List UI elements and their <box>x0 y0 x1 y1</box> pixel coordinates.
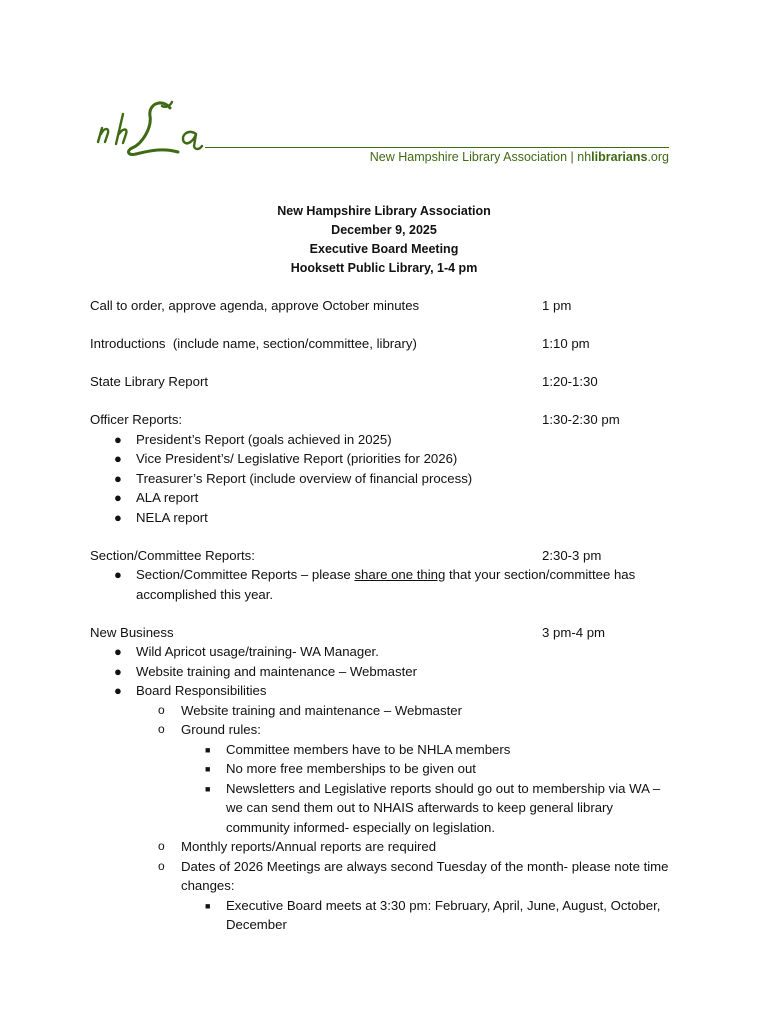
section-reports-list <box>90 565 690 604</box>
agenda-time: 1:30-2:30 pm <box>542 412 620 427</box>
list-item: ● Wild Apricot usage/training- WA Manager. <box>90 642 690 662</box>
square-bullet-icon: ■ <box>205 744 211 755</box>
square-bullet-icon: ■ <box>205 764 211 774</box>
list-item: ■ Newsletters and Legislative reports should go out to membership via WA – we can send them out to NHAIS afterwards to keep general library community informed- especially on legislation. <box>205 780 661 835</box>
agenda-time: 2:30-3 pm <box>542 547 602 563</box>
letterhead-rule <box>205 147 669 148</box>
list-item: ● President’s Report (goals achieved in 2025) <box>90 430 690 450</box>
bullet-icon: ● <box>114 470 122 486</box>
meeting-location: Hooksett Public Library, 1-4 pm <box>290 261 478 275</box>
ground-rules-list <box>90 740 690 838</box>
meeting-dates-list <box>90 896 690 935</box>
letterhead-tagline: New Hampshire Library Association | nhlibrarians.org <box>369 150 669 164</box>
list-item: ● Board Responsibilities <box>90 681 690 701</box>
bullet-icon: ● <box>114 431 122 447</box>
list-item: ● Section/Committee Reports – please share one thing that your section/committee has accomplished this year. <box>114 567 636 602</box>
agenda-item-section-reports: Section/Committee Reports: 2:30-3 pm <box>90 546 690 566</box>
nhla-logo-icon <box>92 98 210 164</box>
new-business-list <box>90 642 690 701</box>
list-item: o Monthly reports/Annual reports are required <box>90 837 690 857</box>
bullet-icon: ● <box>114 567 122 582</box>
square-bullet-icon: ■ <box>205 783 211 794</box>
list-item: ● Vice President’s/ Legislative Report (priorities for 2026) <box>90 449 690 469</box>
circle-bullet-icon: o <box>158 722 165 736</box>
meeting-title-block <box>0 202 768 278</box>
board-responsibilities-list-cont <box>90 837 690 896</box>
agenda-time: 1:10 pm <box>542 336 590 351</box>
circle-bullet-icon: o <box>158 839 165 853</box>
bullet-icon: ● <box>114 451 122 466</box>
org-name: New Hampshire Library Association <box>277 204 491 218</box>
bullet-icon: ● <box>114 509 122 525</box>
circle-bullet-icon: o <box>158 702 165 717</box>
letterhead <box>0 0 768 175</box>
list-item: o Ground rules: <box>90 720 690 740</box>
officer-reports-list <box>90 430 690 528</box>
agenda-item-new-business: New Business 3 pm-4 pm <box>90 623 690 643</box>
agenda-item-officer-reports: Officer Reports: 1:30-2:30 pm <box>90 410 690 430</box>
agenda-item-state-library: State Library Report 1:20-1:30 <box>90 372 690 392</box>
meeting-date: December 9, 2025 <box>331 223 437 237</box>
meeting-name: Executive Board Meeting <box>309 242 459 256</box>
bullet-icon: ● <box>114 663 122 679</box>
list-item: o Website training and maintenance – Webmaster <box>90 701 690 721</box>
bullet-icon: ● <box>114 644 122 659</box>
list-item: ● ALA report <box>90 488 690 508</box>
list-item: ■ No more free memberships to be given out <box>90 759 690 779</box>
list-item: ● Treasurer’s Report (include overview of financial process) <box>90 469 690 489</box>
agenda-item-introductions: Introductions (include name, section/committee, library) 1:10 pm <box>90 334 690 354</box>
list-item: ■ Executive Board meets at 3:30 pm: February, April, June, August, October, December <box>205 897 661 932</box>
agenda-time: 1:20-1:30 <box>542 374 598 389</box>
list-item: ● NELA report <box>90 508 690 528</box>
board-responsibilities-list <box>90 701 690 740</box>
list-item: ● Website training and maintenance – Webmaster <box>90 662 690 682</box>
circle-bullet-icon: o <box>158 858 165 873</box>
bullet-icon: ● <box>114 683 122 698</box>
list-item: ■ Committee members have to be NHLA members <box>90 740 690 760</box>
bullet-icon: ● <box>114 490 122 505</box>
agenda-item-call-to-order: Call to order, approve agenda, approve October minutes 1 pm <box>90 296 690 316</box>
list-item: o Dates of 2026 Meetings are always second Tuesday of the month- please note time changes: <box>158 858 669 893</box>
agenda <box>90 296 690 935</box>
agenda-time: 3 pm-4 pm <box>542 624 606 640</box>
square-bullet-icon: ■ <box>205 900 211 911</box>
agenda-time: 1 pm <box>542 298 572 313</box>
